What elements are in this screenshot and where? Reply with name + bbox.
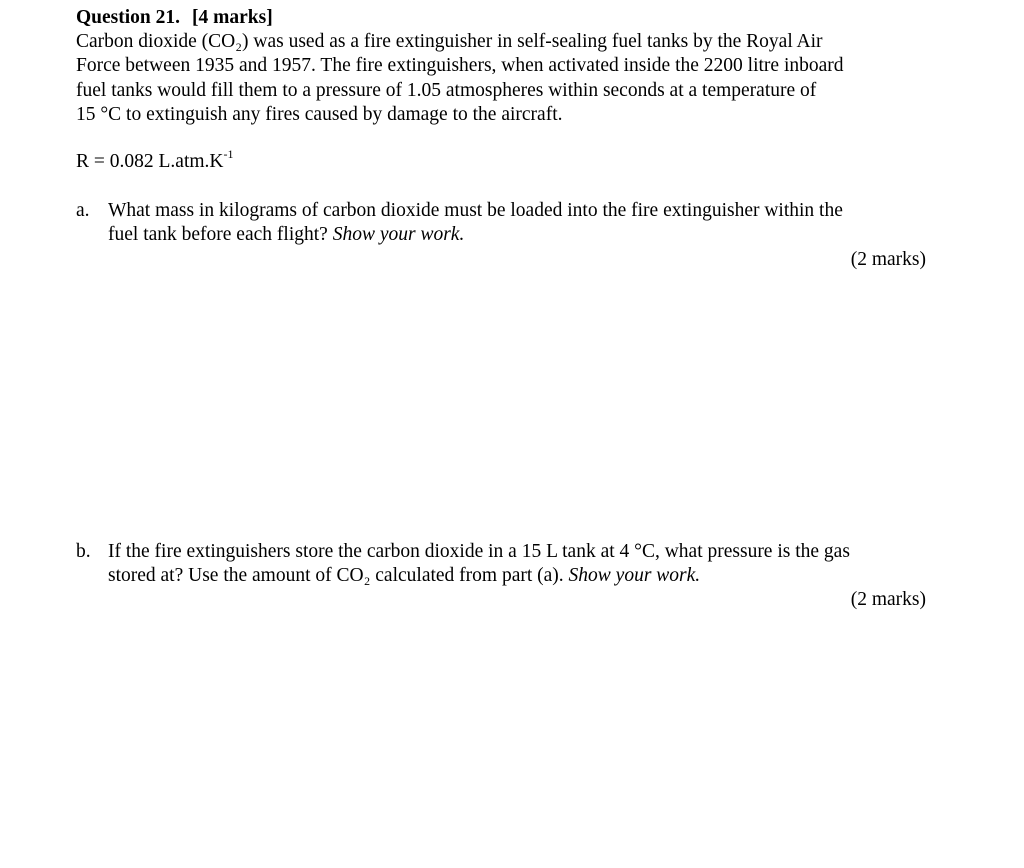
intro-line: fuel tanks would fill them to a pressure of 1.05 atmospheres within seconds at a temperature of — [76, 79, 817, 101]
part-b-line-2 — [108, 564, 936, 588]
part-b — [76, 540, 936, 589]
part-b-marks: (2 marks) — [850, 589, 926, 610]
gas-constant-exponent: -1 — [223, 146, 234, 161]
part-b-instruction: Show your work. — [568, 565, 701, 587]
part-b-line-1: If the fire extinguishers store the carbon dioxide in a 15 L tank at 4 °C, what pressure is the gas — [108, 541, 850, 562]
part-b-line-2-text: stored at? Use the amount of CO₂ calculated from part (a). — [108, 565, 569, 587]
part-a-line-2 — [108, 223, 936, 247]
part-b-question — [108, 540, 936, 589]
part-a-line-2-text: fuel tank before each flight? — [108, 224, 333, 246]
part-a-question — [108, 199, 936, 248]
question-total-marks: [4 marks] — [192, 7, 273, 28]
intro-line: Force between 1935 and 1957. The fire extinguishers, when activated inside the 2200 litre inboard — [76, 55, 844, 77]
intro-line: 15 °C to extinguish any fires caused by damage to the aircraft. — [76, 103, 563, 125]
part-a-instruction: Show your work. — [332, 224, 465, 246]
question-title: Question 21. — [76, 7, 181, 28]
gas-constant — [76, 146, 234, 174]
part-a-letter: a. — [76, 200, 90, 221]
intro-line: Carbon dioxide (CO₂) was used as a fire extinguisher in self-sealing fuel tanks by the Royal Air — [76, 31, 823, 52]
gas-constant-text: R = 0.082 L.atm.K — [76, 151, 224, 172]
question-heading — [76, 6, 273, 30]
part-a — [76, 199, 936, 248]
part-a-line-1: What mass in kilograms of carbon dioxide must be loaded into the fire extinguisher within the — [108, 200, 843, 221]
part-a-marks: (2 marks) — [850, 249, 926, 270]
part-b-letter: b. — [76, 541, 91, 562]
question-intro — [76, 30, 936, 127]
